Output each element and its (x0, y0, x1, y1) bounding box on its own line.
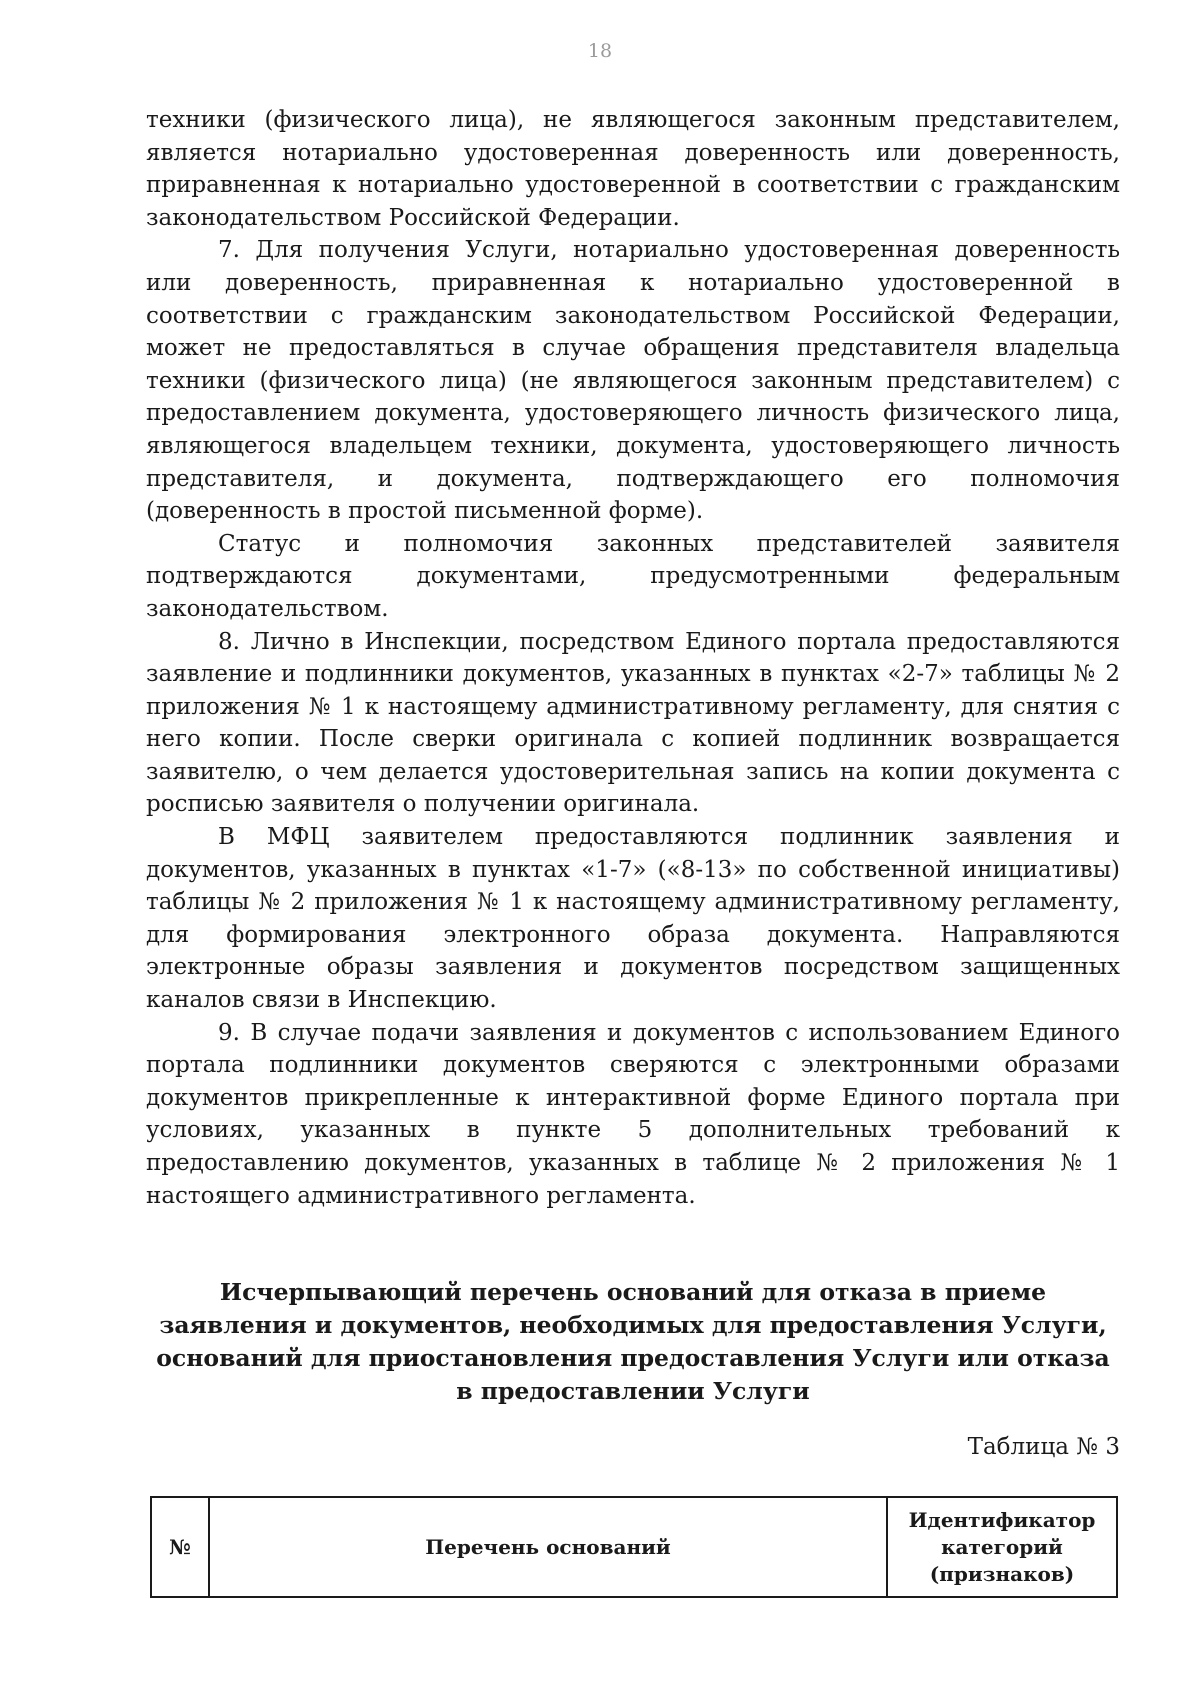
paragraph: В МФЦ заявителем предоставляются подлинник заявления и документов, указанных в пунктах «1-7» («8-13» по собственной инициативы) таблицы № 2 приложения № 1 к настоящему административному регламенту, для формирования электронного образа документа. Направляются электронные образы заявления и документов посредством защищенных каналов связи в Инспекцию. (146, 824, 1120, 1014)
header-category-id: Идентификатор категорий (признаков) (887, 1497, 1117, 1597)
paragraph: 9. В случае подачи заявления и документов с использованием Единого портала подлинники документов сверяются с электронными образами документов прикрепленные к интерактивной форме Единого портала при условиях, указанных в пункте 5 дополнительных требований к предоставлению документов, указанных в таблице № 2 приложения № 1 настоящего административного регламента. (146, 1019, 1120, 1209)
paragraph: 8. Лично в Инспекции, посредством Единого портала предоставляются заявление и подлинники документов, указанных в пунктах «2-7» таблицы № 2 приложения № 1 к настоящему административному регламенту, для снятия с него копии. После сверки оригинала с копией подлинник возвращается заявителю, о чем делается удостоверительная запись на копии документа с росписью заявителя о получении оригинала. (146, 628, 1120, 818)
paragraph: Статус и полномочия законных представителей заявителя подтверждаются документами, предусмотренными федеральным законодательством. (146, 530, 1120, 622)
paragraph: 7. Для получения Услуги, нотариально удостоверенная доверенность или доверенность, приравненная к нотариально удостоверенной в соответствии с гражданским законодательством Российской Федерации, может не предоставляться в случае обращения представителя владельца техники (физического лица) (не являющегося законным представителем) с предоставлением документа, удостоверяющего личность физического лица, являющегося владельцем техники, документа, удостоверяющего личность представителя, и документа, подтверждающего его полномочия (доверенность в простой письменной форме). (146, 237, 1120, 525)
page-number: 18 (587, 40, 613, 62)
basis-table (150, 1496, 1118, 1598)
table-label: Таблица № 3 (967, 1434, 1120, 1460)
header-basis-list: Перечень оснований (209, 1497, 887, 1597)
section-title: Исчерпывающий перечень оснований для отказа в приеме заявления и документов, необходимых для предоставления Услуги, оснований для приостановления предоставления Услуги или отказа в предоставлении Услуги (156, 1278, 1110, 1405)
paragraph: техники (физического лица), не являющегося законным представителем, является нотариально удостоверенная доверенность или доверенность, приравненная к нотариально удостоверенной в соответствии с гражданским законодательством Российской Федерации. (146, 107, 1120, 231)
header-number: № (151, 1497, 209, 1597)
table-header-row (151, 1497, 1117, 1597)
body-text (146, 104, 1120, 1212)
